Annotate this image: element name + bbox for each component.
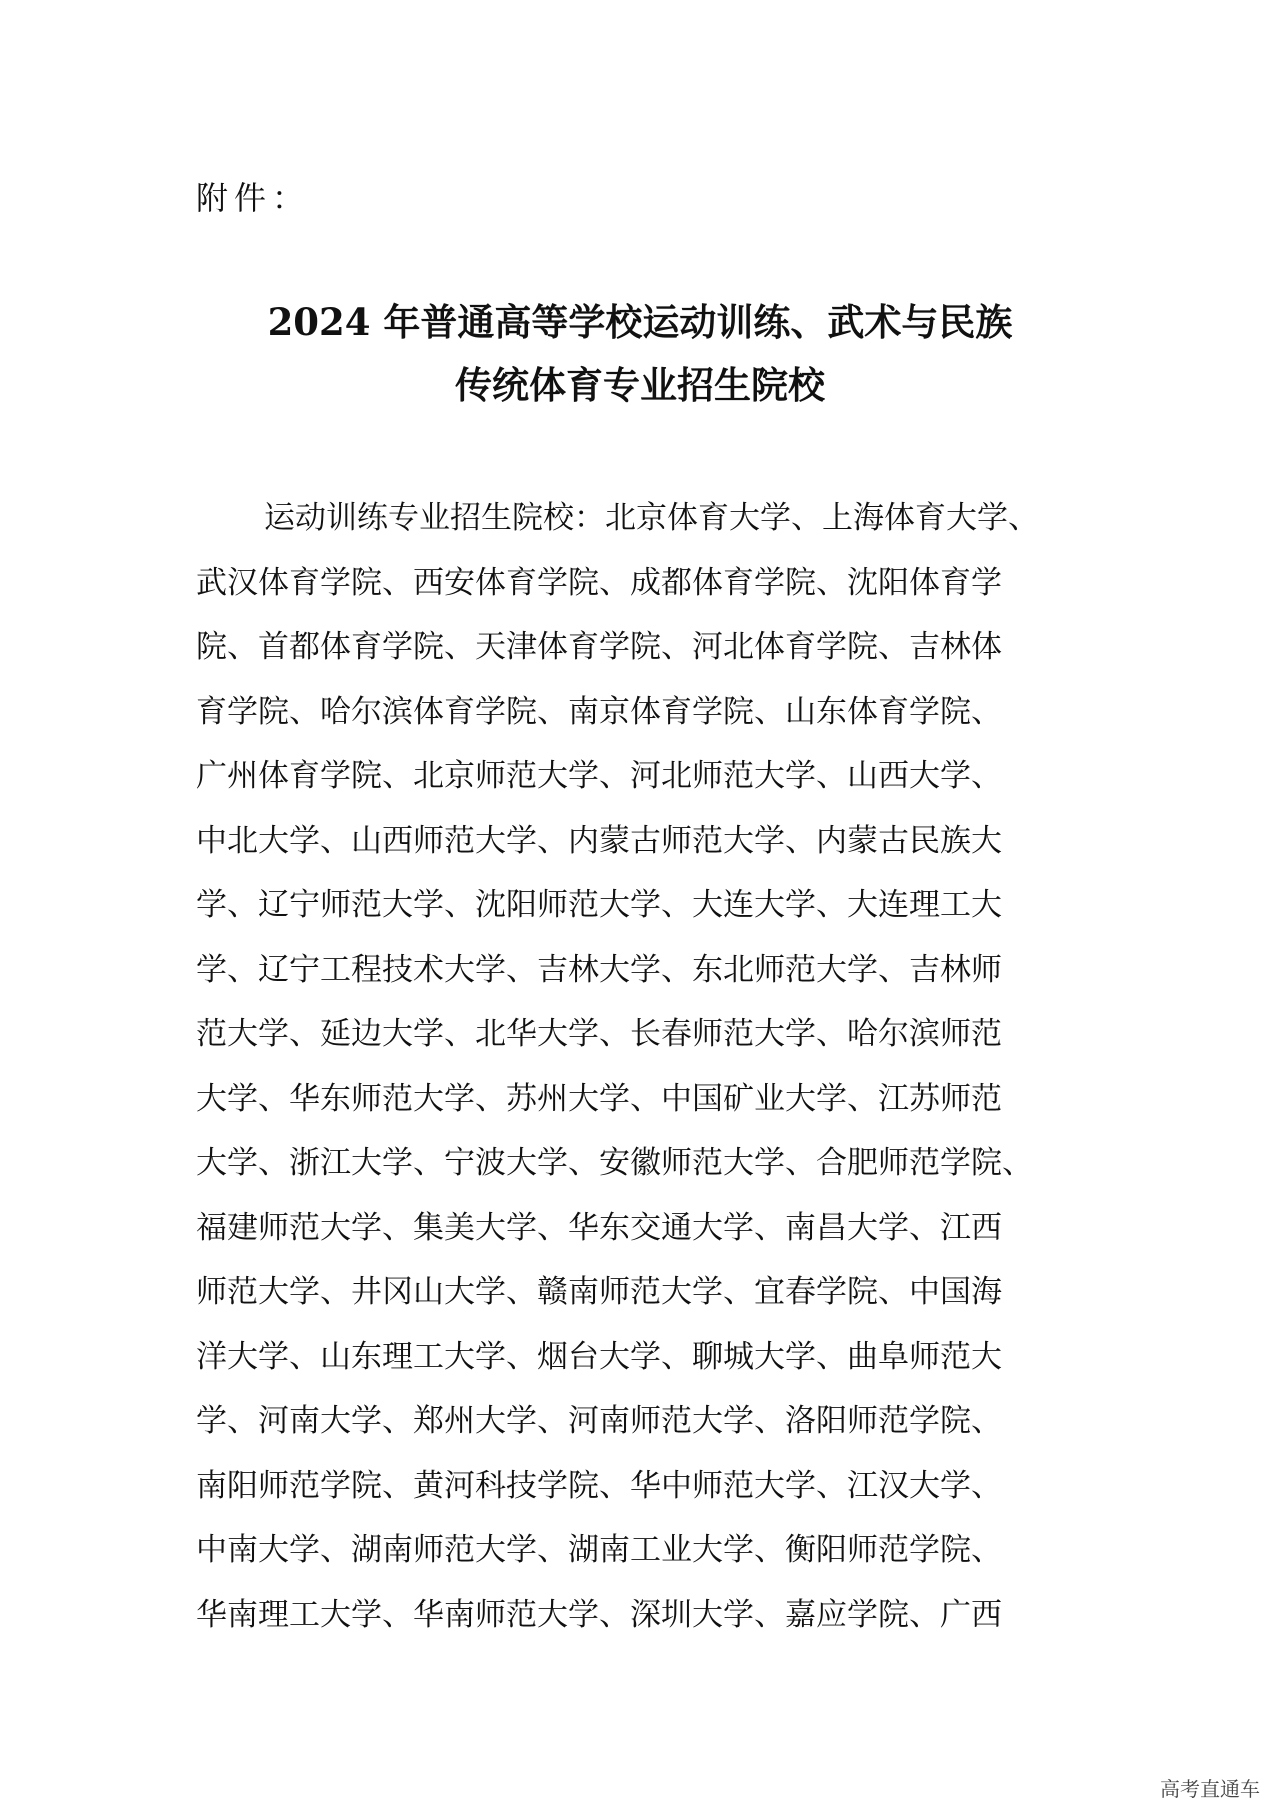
attachment-label: 附件：	[196, 179, 311, 217]
body-line: 中北大学、山西师范大学、内蒙古师范大学、内蒙古民族大	[196, 822, 1002, 859]
document-body	[196, 497, 1096, 1658]
document-title-line-2: 传统体育专业招生院校	[455, 363, 825, 407]
body-line: 运动训练专业招生院校：北京体育大学、上海体育大学、	[264, 500, 1039, 536]
body-line: 南阳师范学院、黄河科技学院、华中师范大学、江汉大学、	[196, 1467, 1002, 1504]
body-line: 师范大学、井冈山大学、赣南师范大学、宜春学院、中国海	[196, 1274, 1002, 1310]
body-line: 广州体育学院、北京师范大学、河北师范大学、山西大学、	[196, 758, 1002, 794]
body-line: 大学、浙江大学、宁波大学、安徽师范大学、合肥师范学院、	[196, 1145, 1033, 1181]
body-line: 大学、华东师范大学、苏州大学、中国矿业大学、江苏师范	[196, 1080, 1002, 1117]
body-line: 洋大学、山东理工大学、烟台大学、聊城大学、曲阜师范大	[196, 1338, 1002, 1375]
body-line: 育学院、哈尔滨体育学院、南京体育学院、山东体育学院、	[196, 693, 1002, 730]
body-line: 武汉体育学院、西安体育学院、成都体育学院、沈阳体育学	[196, 564, 1002, 601]
body-line: 学、辽宁工程技术大学、吉林大学、东北师范大学、吉林师	[196, 951, 1002, 988]
body-line: 学、辽宁师范大学、沈阳师范大学、大连大学、大连理工大	[196, 887, 1002, 923]
body-line: 院、首都体育学院、天津体育学院、河北体育学院、吉林体	[196, 629, 1002, 665]
watermark: 高考直通车	[1160, 1777, 1260, 1801]
body-line: 范大学、延边大学、北华大学、长春师范大学、哈尔滨师范	[196, 1016, 1002, 1052]
body-line: 华南理工大学、华南师范大学、深圳大学、嘉应学院、广西	[196, 1596, 1002, 1633]
body-line: 中南大学、湖南师范大学、湖南工业大学、衡阳师范学院、	[196, 1532, 1002, 1568]
body-line: 学、河南大学、郑州大学、河南师范大学、洛阳师范学院、	[196, 1403, 1002, 1439]
document-title-line-1: 2024 年普通高等学校运动训练、武术与民族	[267, 300, 1013, 344]
body-line: 福建师范大学、集美大学、华东交通大学、南昌大学、江西	[196, 1209, 1002, 1246]
